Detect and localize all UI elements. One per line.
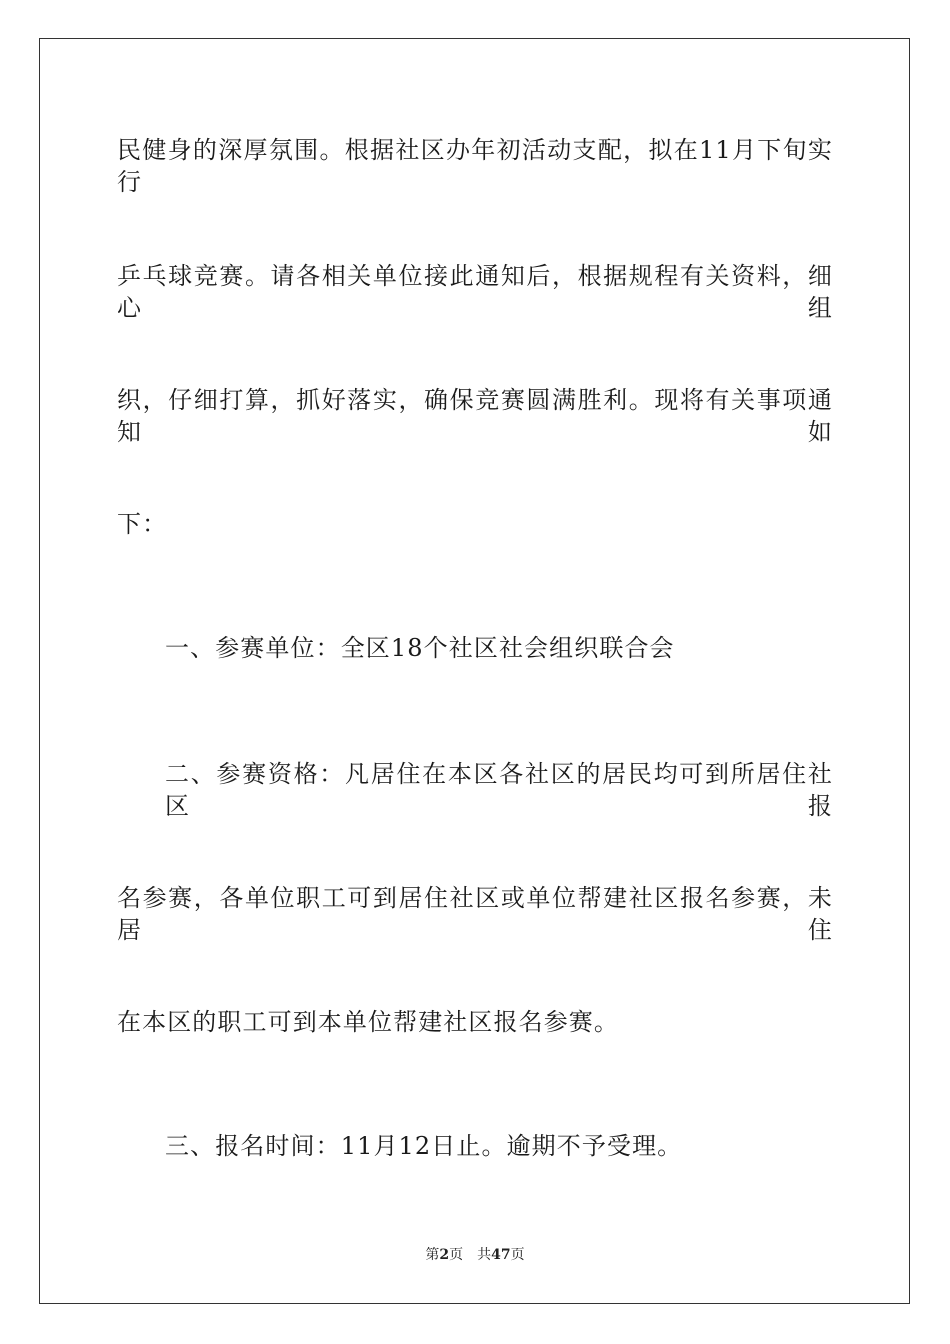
page-prefix: 第 bbox=[425, 1247, 440, 1263]
section-three-line: 三、报名时间：11月12日止。逾期不予受理。 bbox=[165, 1132, 683, 1160]
paragraph-line: 乒乓球竞赛。请各相关单位接此通知后，根据规程有关资料，细心组 bbox=[117, 262, 833, 322]
paragraph-line: 下： bbox=[117, 510, 168, 538]
total-pages: 47 bbox=[491, 1247, 511, 1263]
page-suffix: 页 bbox=[449, 1247, 464, 1263]
total-suffix: 页 bbox=[510, 1247, 525, 1263]
paragraph-line: 织，仔细打算，抓好落实，确保竞赛圆满胜利。现将有关事项通知如 bbox=[117, 386, 833, 446]
paragraph-line: 在本区的职工可到本单位帮建社区报名参赛。 bbox=[117, 1008, 619, 1036]
page-footer bbox=[0, 1246, 950, 1264]
total-prefix: 共 bbox=[477, 1247, 492, 1263]
section-one-line: 一、参赛单位：全区18个社区社会组织联合会 bbox=[165, 634, 675, 662]
paragraph-line: 民健身的深厚氛围。根据社区办年初活动支配，拟在11月下旬实行 bbox=[117, 136, 833, 196]
paragraph-line: 名参赛，各单位职工可到居住社区或单位帮建社区报名参赛，未居住 bbox=[117, 884, 833, 944]
page-number: 2 bbox=[439, 1247, 450, 1263]
page-frame bbox=[39, 38, 910, 1304]
section-two-line: 二、参赛资格：凡居住在本区各社区的居民均可到所居住社区报 bbox=[165, 760, 833, 820]
